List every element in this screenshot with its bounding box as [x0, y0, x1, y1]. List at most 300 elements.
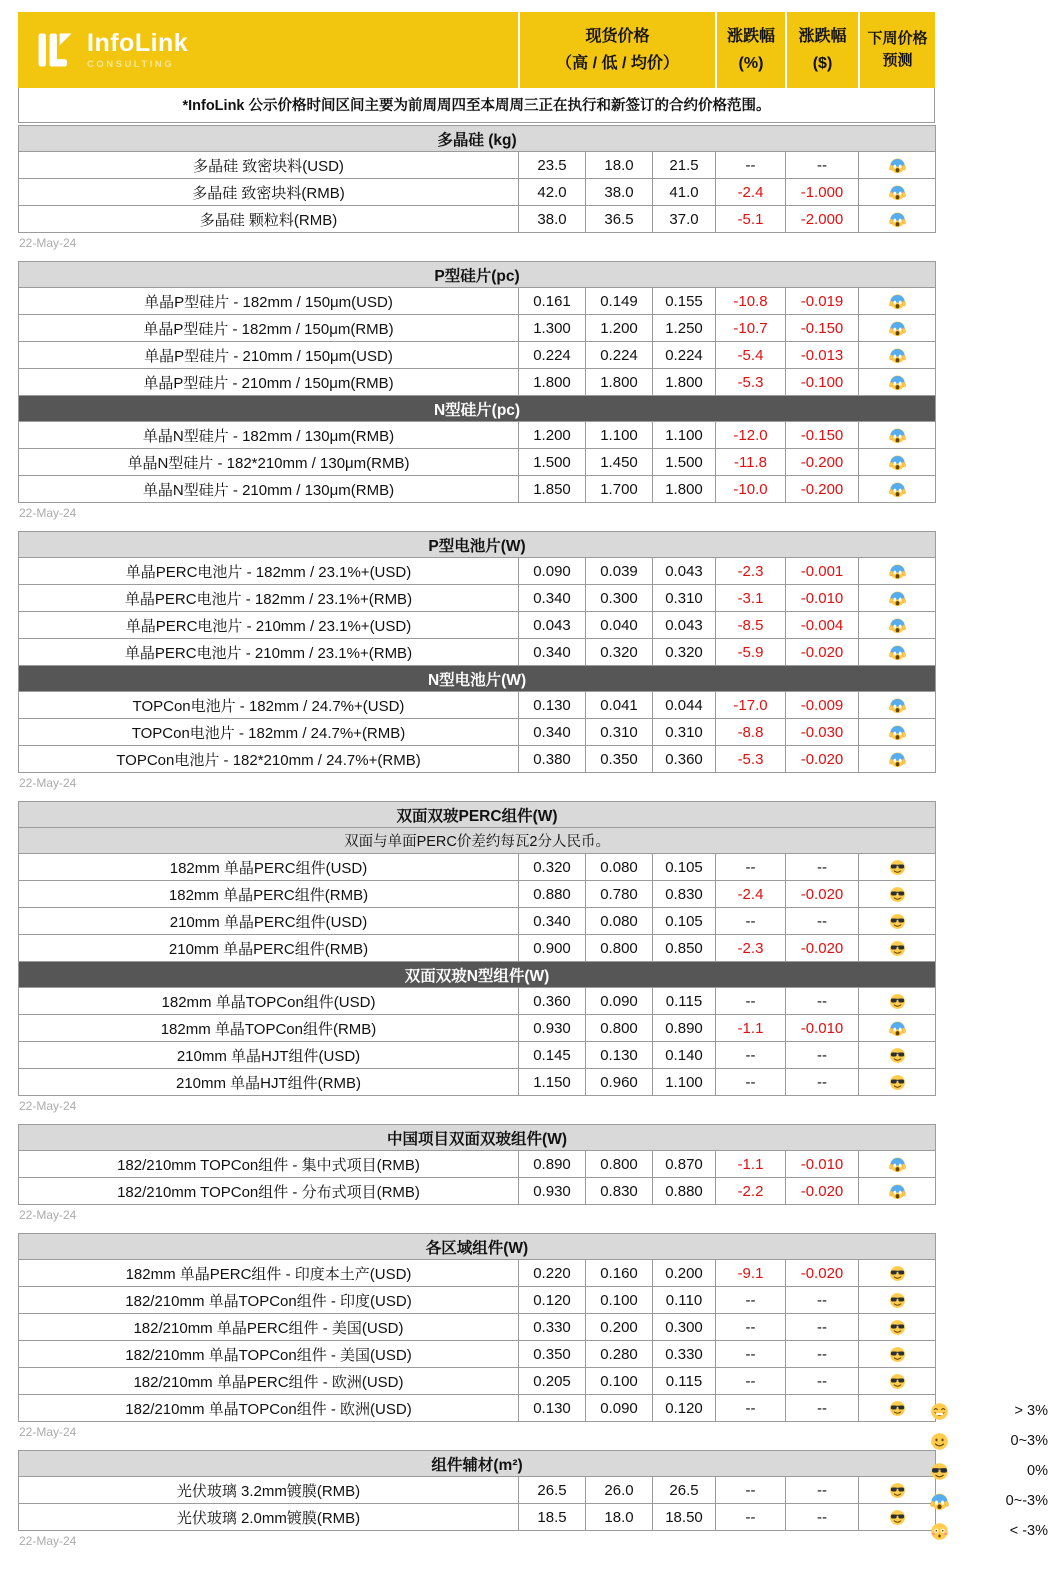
product-label: 光伏玻璃 3.2mm镀膜(RMB) — [19, 1477, 519, 1504]
change-pct: -3.1 — [716, 585, 786, 612]
change-pct: -2.3 — [716, 935, 786, 962]
forecast-cell — [859, 1314, 936, 1341]
date-label: 22-May-24 — [19, 236, 77, 250]
high-price: 0.130 — [519, 692, 586, 719]
infolink-logo-icon — [34, 28, 78, 72]
avg-price: 0.044 — [653, 692, 716, 719]
high-price: 0.330 — [519, 1314, 586, 1341]
avg-price: 0.140 — [653, 1042, 716, 1069]
forecast-cell — [859, 1477, 936, 1504]
avg-price: 0.155 — [653, 288, 716, 315]
scream-icon — [889, 211, 906, 228]
avg-price: 0.110 — [653, 1287, 716, 1314]
sunglasses-icon — [889, 1047, 906, 1064]
avg-price: 0.310 — [653, 719, 716, 746]
forecast-cell — [859, 719, 936, 746]
legend — [930, 1396, 1048, 1546]
date-label: 22-May-24 — [19, 1425, 77, 1439]
change-usd: -- — [786, 1504, 859, 1531]
table-row — [19, 476, 936, 503]
product-label: 单晶P型硅片 - 210mm / 150μm(RMB) — [19, 369, 519, 396]
forecast-cell — [859, 585, 936, 612]
forecast-cell — [859, 1151, 936, 1178]
change-usd: -- — [786, 1341, 859, 1368]
section-title: 各区域组件(W) — [19, 1234, 936, 1260]
forecast-cell — [859, 422, 936, 449]
avg-price: 21.5 — [653, 152, 716, 179]
section-header — [19, 1451, 936, 1477]
change-pct: -- — [716, 1504, 786, 1531]
legend-label: < -3% — [1009, 1523, 1048, 1539]
scream-icon — [889, 1183, 906, 1200]
sunglasses-icon — [889, 1346, 906, 1363]
low-price: 0.040 — [586, 612, 653, 639]
table-row — [19, 1151, 936, 1178]
table-row — [19, 179, 936, 206]
grin-icon — [930, 1402, 949, 1421]
product-label: 182mm 单晶TOPCon组件(USD) — [19, 988, 519, 1015]
product-label: 多晶硅 致密块料(RMB) — [19, 179, 519, 206]
price-section — [18, 1124, 935, 1223]
change-usd: -0.013 — [786, 342, 859, 369]
table-row — [19, 342, 936, 369]
change-pct: -2.3 — [716, 558, 786, 585]
forecast-cell — [859, 746, 936, 773]
forecast-cell — [859, 935, 936, 962]
low-price: 0.090 — [586, 1395, 653, 1422]
sunglasses-icon — [889, 1373, 906, 1390]
high-price: 0.890 — [519, 1151, 586, 1178]
section-header — [19, 1234, 936, 1260]
scream-icon — [889, 347, 906, 364]
low-price: 0.090 — [586, 988, 653, 1015]
section-title: P型硅片(pc) — [19, 262, 936, 288]
product-label: 182/210mm 单晶TOPCon组件 - 美国(USD) — [19, 1341, 519, 1368]
product-label: 单晶PERC电池片 - 210mm / 23.1%+(RMB) — [19, 639, 519, 666]
low-price: 1.800 — [586, 369, 653, 396]
high-price: 0.220 — [519, 1260, 586, 1287]
low-price: 0.960 — [586, 1069, 653, 1096]
table-row — [19, 1341, 936, 1368]
change-usd: -0.200 — [786, 476, 859, 503]
change-usd: -- — [786, 1069, 859, 1096]
legend-label: 0% — [1027, 1463, 1048, 1479]
avg-price: 0.870 — [653, 1151, 716, 1178]
avg-price: 0.115 — [653, 988, 716, 1015]
scream-icon — [889, 427, 906, 444]
spot-price-subtitle: （高 / 低 / 均价） — [556, 55, 679, 72]
legend-label: > 3% — [1014, 1403, 1048, 1419]
sunglasses-icon — [889, 886, 906, 903]
forecast-cell — [859, 1069, 936, 1096]
change-usd: -- — [786, 1042, 859, 1069]
change-usd: -0.020 — [786, 881, 859, 908]
avg-price: 0.200 — [653, 1260, 716, 1287]
forecast-cell — [859, 612, 936, 639]
low-price: 1.450 — [586, 449, 653, 476]
change-pct: -2.4 — [716, 881, 786, 908]
forecast-subtitle: 预测 — [882, 52, 913, 69]
product-label: 182/210mm 单晶TOPCon组件 - 印度(USD) — [19, 1287, 519, 1314]
change-usd: -0.150 — [786, 315, 859, 342]
section-title: 中国项目双面双玻组件(W) — [19, 1125, 936, 1151]
scream-icon — [930, 1492, 949, 1511]
scream-icon — [889, 454, 906, 471]
change-usd: -0.010 — [786, 1151, 859, 1178]
legend-item — [930, 1516, 1048, 1546]
forecast-cell — [859, 639, 936, 666]
forecast-cell — [859, 206, 936, 233]
table-row — [19, 1395, 936, 1422]
scream-icon — [889, 157, 906, 174]
table-row — [19, 881, 936, 908]
section-title: 组件辅材(m²) — [19, 1451, 936, 1477]
scream-icon — [889, 644, 906, 661]
avg-price: 0.830 — [653, 881, 716, 908]
price-section — [18, 261, 935, 521]
high-price: 0.930 — [519, 1015, 586, 1042]
change-pct: -- — [716, 152, 786, 179]
forecast-cell — [859, 988, 936, 1015]
high-price: 0.090 — [519, 558, 586, 585]
product-label: 单晶N型硅片 - 182*210mm / 130μm(RMB) — [19, 449, 519, 476]
sunglasses-icon — [889, 859, 906, 876]
high-price: 42.0 — [519, 179, 586, 206]
change-pct: -5.3 — [716, 369, 786, 396]
table-row — [19, 854, 936, 881]
legend-label: 0~-3% — [1005, 1493, 1048, 1509]
avg-price: 0.105 — [653, 854, 716, 881]
product-label: 光伏玻璃 2.0mm镀膜(RMB) — [19, 1504, 519, 1531]
product-label: 210mm 单晶HJT组件(RMB) — [19, 1069, 519, 1096]
section-subnote-text: 双面与单面PERC价差约每瓦2分人民币。 — [19, 828, 936, 854]
low-price: 0.080 — [586, 908, 653, 935]
forecast-cell — [859, 1287, 936, 1314]
scream-icon — [889, 1156, 906, 1173]
price-section — [18, 1450, 935, 1549]
legend-item — [930, 1396, 1048, 1426]
section-header — [19, 262, 936, 288]
change-usd: -0.009 — [786, 692, 859, 719]
sunglasses-icon — [889, 1074, 906, 1091]
product-label: 182mm 单晶PERC组件(RMB) — [19, 881, 519, 908]
high-price: 0.340 — [519, 719, 586, 746]
scream-icon — [889, 724, 906, 741]
low-price: 0.300 — [586, 585, 653, 612]
section-title: 双面双玻N型组件(W) — [19, 962, 936, 988]
product-label: 182/210mm 单晶TOPCon组件 - 欧洲(USD) — [19, 1395, 519, 1422]
low-price: 26.0 — [586, 1477, 653, 1504]
change-usd: -0.020 — [786, 639, 859, 666]
brand-logo — [18, 12, 518, 88]
high-price: 0.340 — [519, 585, 586, 612]
change-usd: -- — [786, 1395, 859, 1422]
forecast-cell — [859, 1178, 936, 1205]
sunglasses-icon — [889, 1265, 906, 1282]
high-price: 23.5 — [519, 152, 586, 179]
table-row — [19, 1015, 936, 1042]
sunglasses-icon — [889, 1400, 906, 1417]
change-pct: -5.9 — [716, 639, 786, 666]
low-price: 18.0 — [586, 152, 653, 179]
forecast-cell — [859, 908, 936, 935]
product-label: 多晶硅 致密块料(USD) — [19, 152, 519, 179]
change-pct: -5.1 — [716, 206, 786, 233]
change-usd: -0.150 — [786, 422, 859, 449]
product-label: 单晶N型硅片 - 182mm / 130μm(RMB) — [19, 422, 519, 449]
change-pct: -- — [716, 854, 786, 881]
product-label: 210mm 单晶PERC组件(RMB) — [19, 935, 519, 962]
change-usd: -- — [786, 908, 859, 935]
date-label: 22-May-24 — [19, 776, 77, 790]
table-row — [19, 1178, 936, 1205]
change-pct: -12.0 — [716, 422, 786, 449]
change-usd: -- — [786, 1314, 859, 1341]
change-pct: -1.1 — [716, 1015, 786, 1042]
brand-name: InfoLink — [87, 28, 189, 57]
table-row — [19, 692, 936, 719]
table-row — [19, 422, 936, 449]
product-label: 单晶N型硅片 - 210mm / 130μm(RMB) — [19, 476, 519, 503]
forecast-cell — [859, 288, 936, 315]
table-row — [19, 1042, 936, 1069]
change-pct: -17.0 — [716, 692, 786, 719]
product-label: 单晶P型硅片 - 182mm / 150μm(RMB) — [19, 315, 519, 342]
smile-icon — [930, 1432, 949, 1451]
avg-price: 0.224 — [653, 342, 716, 369]
high-price: 0.340 — [519, 639, 586, 666]
low-price: 0.041 — [586, 692, 653, 719]
change-pct: -- — [716, 1287, 786, 1314]
table-row — [19, 746, 936, 773]
avg-price: 37.0 — [653, 206, 716, 233]
sunglasses-icon — [889, 1319, 906, 1336]
col-header-spot-price — [518, 12, 715, 88]
low-price: 0.800 — [586, 1151, 653, 1178]
table-row — [19, 449, 936, 476]
forecast-cell — [859, 881, 936, 908]
section-header — [19, 1125, 936, 1151]
high-price: 1.200 — [519, 422, 586, 449]
sunglasses-icon — [889, 1482, 906, 1499]
change-pct: -10.8 — [716, 288, 786, 315]
section-title: 多晶硅 (kg) — [19, 126, 936, 152]
change-pct: -- — [716, 1341, 786, 1368]
legend-item — [930, 1486, 1048, 1516]
scream-icon — [889, 293, 906, 310]
forecast-title: 下周价格 — [867, 29, 928, 47]
table-row — [19, 908, 936, 935]
legend-item — [930, 1426, 1048, 1456]
forecast-cell — [859, 179, 936, 206]
table-row — [19, 206, 936, 233]
low-price: 0.039 — [586, 558, 653, 585]
table-row — [19, 719, 936, 746]
high-price: 0.880 — [519, 881, 586, 908]
avg-price: 41.0 — [653, 179, 716, 206]
product-label: TOPCon电池片 - 182mm / 24.7%+(RMB) — [19, 719, 519, 746]
avg-price: 0.320 — [653, 639, 716, 666]
change-pct: -8.5 — [716, 612, 786, 639]
change-pct-title: 涨跌幅 — [726, 27, 775, 45]
avg-price: 0.850 — [653, 935, 716, 962]
section-header — [19, 802, 936, 828]
low-price: 0.200 — [586, 1314, 653, 1341]
forecast-cell — [859, 1341, 936, 1368]
table-row — [19, 152, 936, 179]
spot-price-title: 现货价格 — [585, 27, 650, 45]
change-usd: -- — [786, 152, 859, 179]
change-pct: -5.4 — [716, 342, 786, 369]
price-section — [18, 531, 935, 791]
high-price: 1.800 — [519, 369, 586, 396]
avg-price: 0.115 — [653, 1368, 716, 1395]
table-row — [19, 558, 936, 585]
change-pct: -- — [716, 1314, 786, 1341]
high-price: 0.340 — [519, 908, 586, 935]
scream-icon — [889, 590, 906, 607]
change-pct: -9.1 — [716, 1260, 786, 1287]
change-usd: -0.001 — [786, 558, 859, 585]
change-usd: -0.020 — [786, 1178, 859, 1205]
table-row — [19, 1477, 936, 1504]
price-section — [18, 801, 935, 1114]
low-price: 0.100 — [586, 1287, 653, 1314]
sunglasses-icon — [889, 913, 906, 930]
high-price: 18.5 — [519, 1504, 586, 1531]
change-usd: -0.100 — [786, 369, 859, 396]
high-price: 1.500 — [519, 449, 586, 476]
change-usd: -- — [786, 988, 859, 1015]
low-price: 0.224 — [586, 342, 653, 369]
avg-price: 1.250 — [653, 315, 716, 342]
price-table — [18, 12, 935, 1559]
change-usd: -1.000 — [786, 179, 859, 206]
forecast-cell — [859, 558, 936, 585]
avg-price: 0.890 — [653, 1015, 716, 1042]
change-usd: -0.019 — [786, 288, 859, 315]
high-price: 1.850 — [519, 476, 586, 503]
product-label: TOPCon电池片 - 182mm / 24.7%+(USD) — [19, 692, 519, 719]
high-price: 0.930 — [519, 1178, 586, 1205]
price-section — [18, 125, 935, 251]
section-title: N型硅片(pc) — [19, 396, 936, 422]
sunglasses-icon — [889, 940, 906, 957]
table-row — [19, 288, 936, 315]
table-row — [19, 1368, 936, 1395]
change-usd-unit: ($) — [812, 55, 833, 72]
scream-icon — [889, 1020, 906, 1037]
change-usd: -0.004 — [786, 612, 859, 639]
low-price: 0.149 — [586, 288, 653, 315]
section-header — [19, 962, 936, 988]
section-header — [19, 666, 936, 692]
change-usd: -0.200 — [786, 449, 859, 476]
change-pct: -- — [716, 1069, 786, 1096]
forecast-cell — [859, 315, 936, 342]
section-header — [19, 126, 936, 152]
table-row — [19, 988, 936, 1015]
change-pct: -- — [716, 1042, 786, 1069]
low-price: 0.080 — [586, 854, 653, 881]
table-row — [19, 369, 936, 396]
date-label: 22-May-24 — [19, 1534, 77, 1548]
low-price: 0.320 — [586, 639, 653, 666]
product-label: 单晶PERC电池片 - 182mm / 23.1%+(RMB) — [19, 585, 519, 612]
high-price: 0.320 — [519, 854, 586, 881]
table-row — [19, 1314, 936, 1341]
section-header — [19, 532, 936, 558]
date-label: 22-May-24 — [19, 1208, 77, 1222]
high-price: 0.205 — [519, 1368, 586, 1395]
change-usd: -0.020 — [786, 1260, 859, 1287]
forecast-cell — [859, 1260, 936, 1287]
scream-icon — [889, 320, 906, 337]
product-label: 单晶P型硅片 - 210mm / 150μm(USD) — [19, 342, 519, 369]
table-row — [19, 639, 936, 666]
forecast-cell — [859, 692, 936, 719]
high-price: 1.150 — [519, 1069, 586, 1096]
change-pct: -- — [716, 908, 786, 935]
avg-price: 1.500 — [653, 449, 716, 476]
low-price: 38.0 — [586, 179, 653, 206]
product-label: 单晶PERC电池片 - 182mm / 23.1%+(USD) — [19, 558, 519, 585]
change-pct: -2.2 — [716, 1178, 786, 1205]
high-price: 0.380 — [519, 746, 586, 773]
avg-price: 0.043 — [653, 612, 716, 639]
avg-price: 0.043 — [653, 558, 716, 585]
table-header — [18, 12, 935, 88]
low-price: 1.100 — [586, 422, 653, 449]
col-header-change-usd — [785, 12, 858, 88]
low-price: 1.200 — [586, 315, 653, 342]
high-price: 0.145 — [519, 1042, 586, 1069]
low-price: 0.830 — [586, 1178, 653, 1205]
table-row — [19, 1260, 936, 1287]
avg-price: 18.50 — [653, 1504, 716, 1531]
forecast-cell — [859, 1042, 936, 1069]
product-label: 182/210mm 单晶PERC组件 - 美国(USD) — [19, 1314, 519, 1341]
low-price: 0.780 — [586, 881, 653, 908]
product-label: 182mm 单晶PERC组件 - 印度本土产(USD) — [19, 1260, 519, 1287]
table-row — [19, 1287, 936, 1314]
change-usd: -- — [786, 1368, 859, 1395]
change-pct: -- — [716, 1395, 786, 1422]
brand-text — [87, 28, 189, 70]
sunglasses-icon — [889, 1292, 906, 1309]
change-usd: -0.020 — [786, 746, 859, 773]
table-row — [19, 585, 936, 612]
low-price: 1.700 — [586, 476, 653, 503]
change-pct: -10.0 — [716, 476, 786, 503]
section-title: N型电池片(W) — [19, 666, 936, 692]
forecast-cell — [859, 476, 936, 503]
change-usd: -0.010 — [786, 1015, 859, 1042]
product-label: 182/210mm TOPCon组件 - 分布式项目(RMB) — [19, 1178, 519, 1205]
forecast-cell — [859, 369, 936, 396]
change-pct: -- — [716, 1477, 786, 1504]
change-pct-unit: (%) — [738, 55, 764, 72]
change-pct: -- — [716, 988, 786, 1015]
low-price: 0.800 — [586, 1015, 653, 1042]
low-price: 18.0 — [586, 1504, 653, 1531]
avg-price: 0.105 — [653, 908, 716, 935]
change-usd: -0.010 — [786, 585, 859, 612]
scream-icon — [889, 374, 906, 391]
low-price: 36.5 — [586, 206, 653, 233]
change-usd: -- — [786, 854, 859, 881]
high-price: 0.130 — [519, 1395, 586, 1422]
